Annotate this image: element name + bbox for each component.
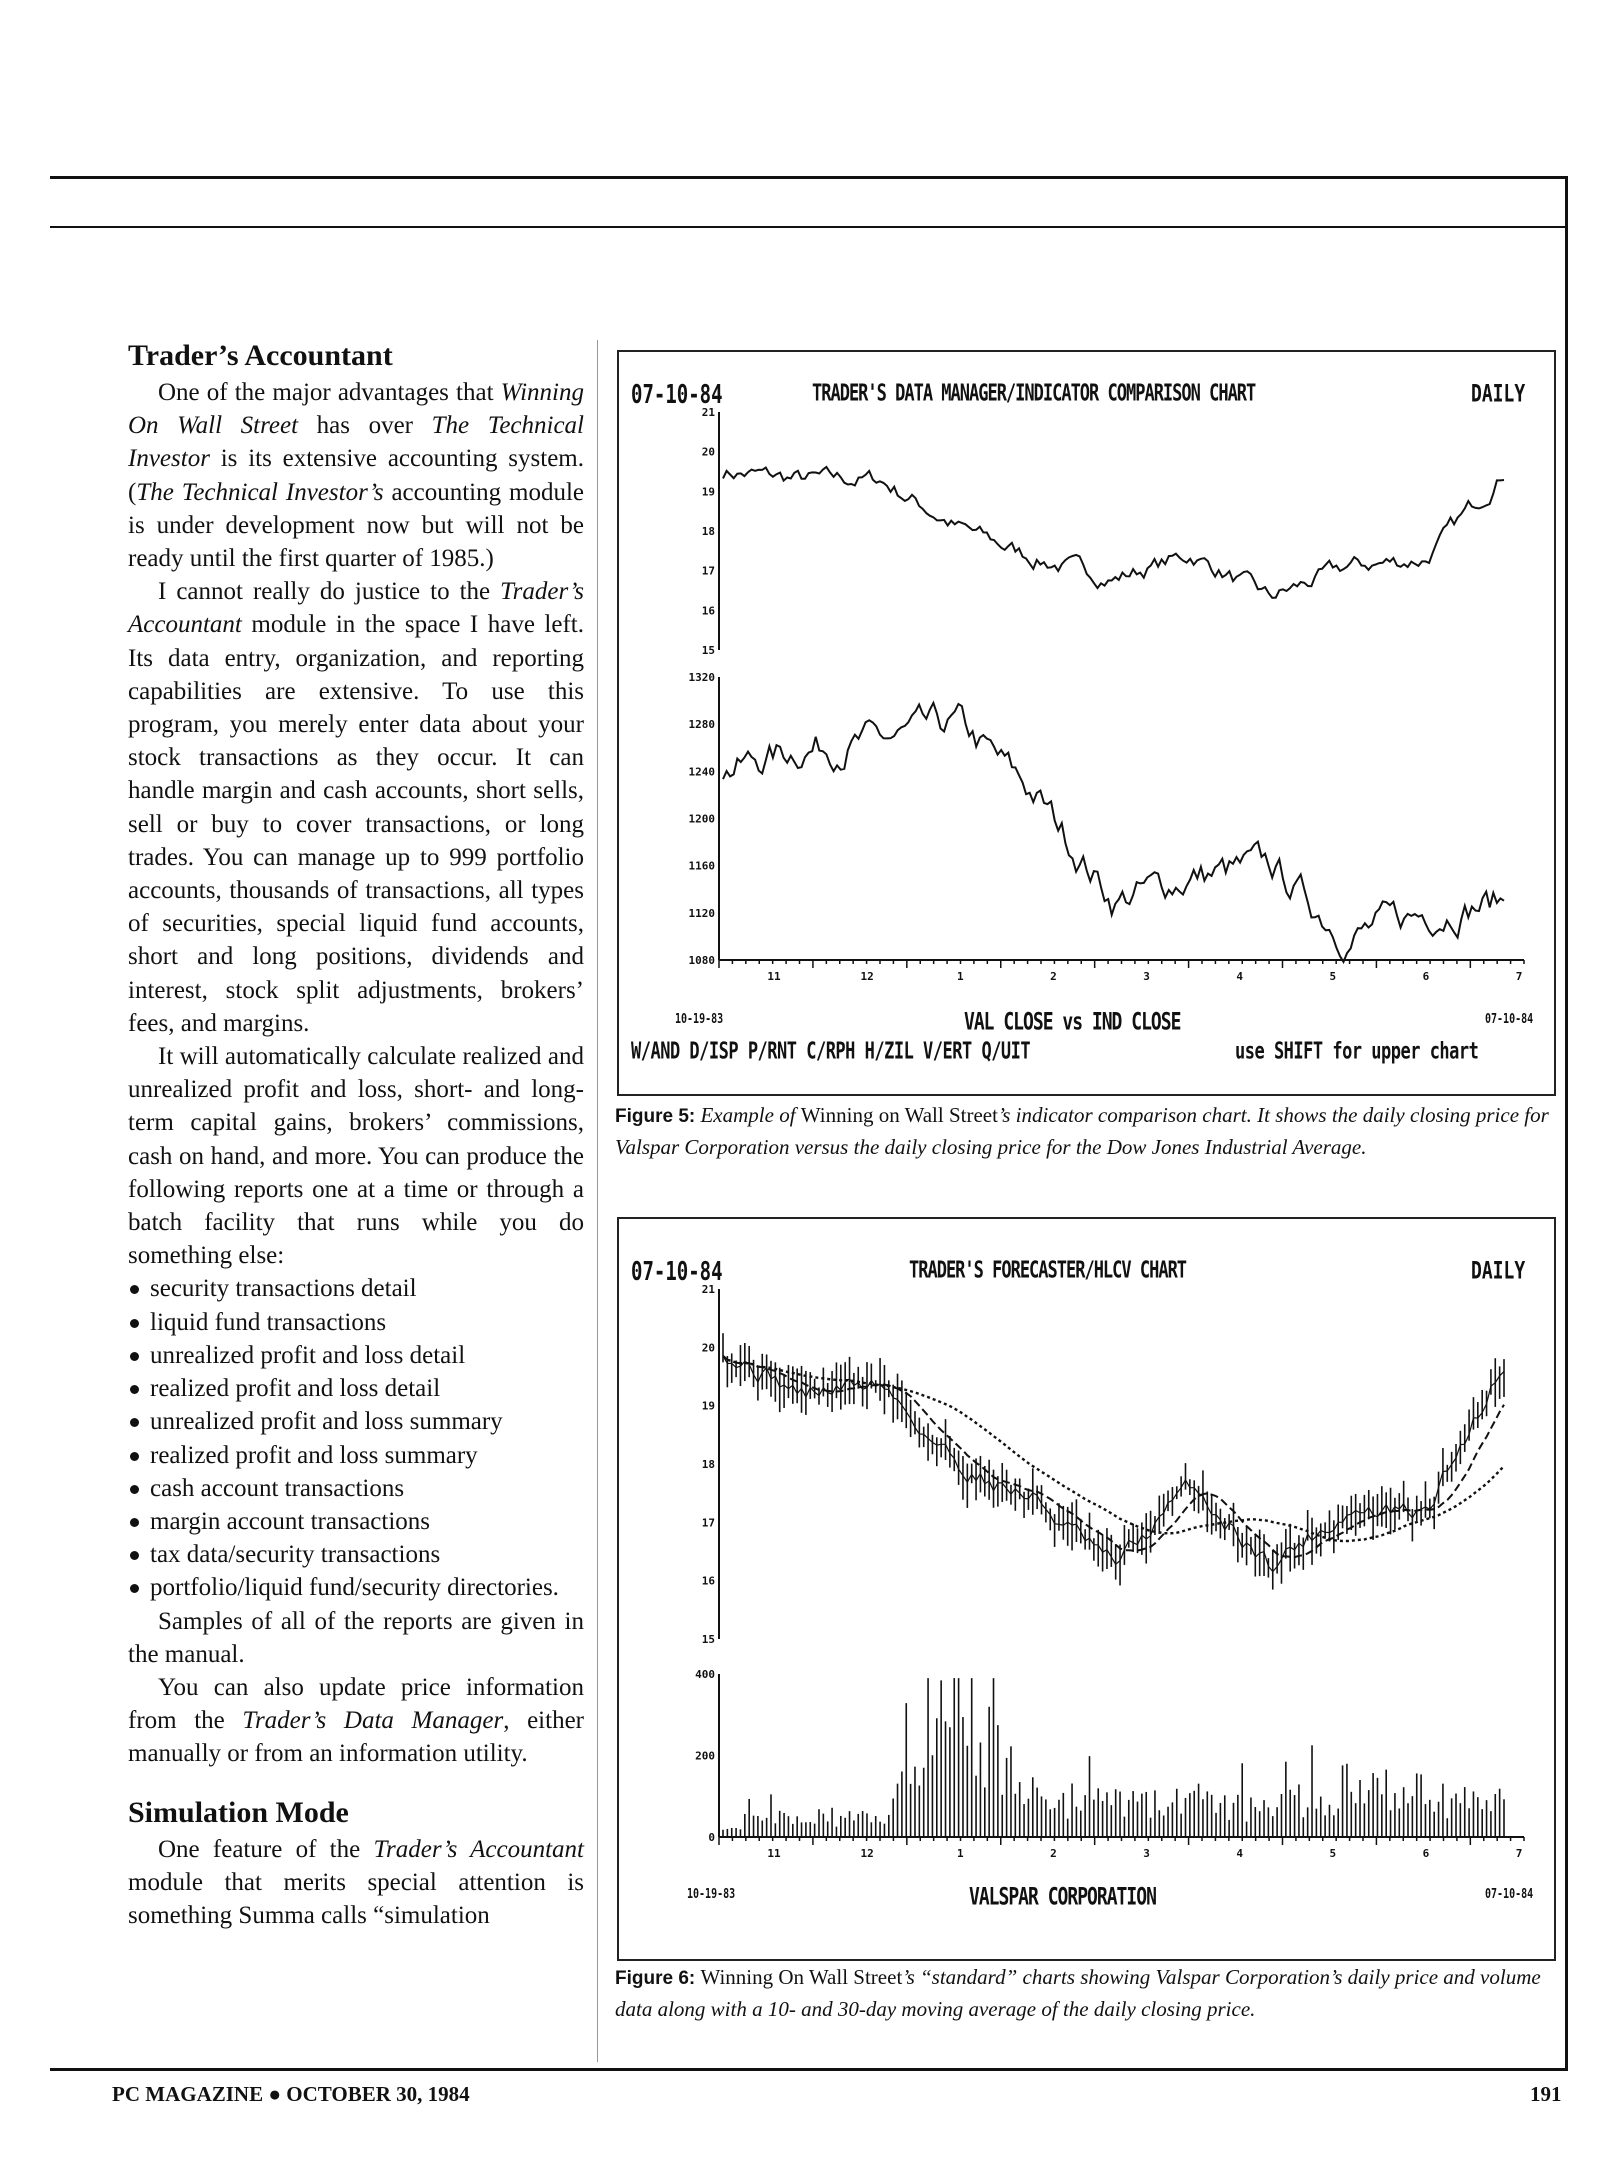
figure5-upper-tick-label: 16	[701, 604, 715, 618]
figure5-upper-tick-label: 20	[701, 445, 715, 459]
figure6-date: 07-10-84	[631, 1257, 723, 1287]
top-rule-2	[50, 226, 1568, 228]
text-run: has over	[298, 412, 432, 440]
footer-publication: PC MAGAZINE ● OCTOBER 30, 1984	[112, 2082, 470, 2106]
figure6-center-label: VALSPAR CORPORATION	[969, 1883, 1156, 1912]
figure6-x-tick-label: 4	[1236, 1847, 1243, 1860]
figure6-x-tick-label: 12	[860, 1847, 874, 1860]
text-run: is its extensive accounting system. (	[128, 445, 584, 506]
figure5-period: DAILY	[1471, 380, 1526, 409]
figure5-caption-label: Figure 5:	[615, 1106, 696, 1127]
figure6-caption-text	[615, 1965, 1541, 2021]
figure5-lower-tick-label: 1280	[688, 718, 715, 732]
list-item: cash account transactions	[128, 1472, 584, 1505]
paragraph-4: Samples of all of the reports are given in the manual.	[128, 1607, 584, 1668]
figure5-x-tick-label: 5	[1329, 970, 1337, 983]
figure5-x-tick-label: 12	[860, 970, 874, 983]
figure6-x-tick-label: 6	[1422, 1847, 1430, 1860]
list-item: security transactions detail	[128, 1272, 584, 1305]
figure6-x-tick-label: 3	[1143, 1847, 1150, 1860]
figure6-caption-label: Figure 6:	[615, 1968, 696, 1989]
figure6-start-date: 10-19-83	[687, 1887, 736, 1902]
figure6-price-tick-label: 17	[701, 1516, 715, 1530]
figure6-caption	[615, 1962, 1555, 2024]
figure6-price-tick-label: 16	[701, 1574, 715, 1588]
figure5-date: 07-10-84	[631, 380, 723, 410]
figure5-title: TRADER'S DATA MANAGER/INDICATOR COMPARISON CHART	[812, 380, 1256, 407]
paragraph-6	[128, 1833, 584, 1933]
figure5-screen	[617, 350, 1556, 1096]
text-run: Trader’s Accountant	[373, 1835, 584, 1863]
figure5-ind-close-line	[723, 703, 1504, 962]
text-run: The Technical Investor	[128, 412, 584, 473]
paragraph-2	[128, 575, 584, 1040]
list-item: unrealized profit and loss summary	[128, 1405, 584, 1438]
article-column	[128, 338, 584, 1932]
figure6-period: DAILY	[1471, 1257, 1526, 1286]
list-item: liquid fund transactions	[128, 1306, 584, 1339]
figure6-x-tick-label: 1	[956, 1847, 964, 1860]
figure5-upper-tick-label: 19	[701, 485, 715, 499]
figure5-x-tick-label: 6	[1422, 970, 1430, 983]
figure6-price-tick-label: 15	[701, 1633, 715, 1646]
list-item: realized profit and loss detail	[128, 1372, 584, 1405]
figure6-price-tick-label: 19	[701, 1399, 715, 1413]
text-run: One feature of the	[158, 1835, 374, 1863]
figure5-caption-text	[615, 1103, 1549, 1159]
text-run: Winning On Wall Street	[700, 1965, 903, 1989]
figure5-val-close-line	[723, 467, 1504, 598]
figure6-x-tick-label: 11	[767, 1847, 781, 1860]
figure5-x-tick-label: 11	[767, 970, 781, 983]
text-run: accounting module is under development now but will not be ready until the first quarter of 1985.)	[128, 478, 584, 573]
text-run: Winning On Wall Street	[128, 379, 584, 440]
figure5-lower-tick-label: 1120	[688, 906, 715, 920]
text-run: ’s “standard” charts showing Valspar Corporation’s daily price and volume data along with a 10- and 30-day moving average of the daily closing price.	[615, 1965, 1541, 2021]
paragraph-3: It will automatically calculate realized and unrealized profit and loss, short- and long-term capital gains, brokers’ commissions, cash on hand, and more. You can produce the following reports one at a time or through a batch facility that runs while you do something else:	[128, 1043, 584, 1270]
list-item: margin account transactions	[128, 1505, 584, 1538]
top-rule-1	[50, 176, 1568, 179]
list-item: tax data/security transactions	[128, 1538, 584, 1571]
figure5-hint: use SHIFT for upper chart	[1235, 1038, 1479, 1065]
text-run: , either manually or from an information utility.	[128, 1707, 584, 1768]
text-run: module that merits special attention is something Summa calls “simulation	[128, 1868, 584, 1929]
column-divider	[597, 340, 598, 2062]
text-run: module in the space I have left. Its data entry, organization, and reporting capabilities are extensive. To use this program, you merely enter data about your stock transactions as they occur. It can handle margin and cash accounts, short sells, sell or buy to cover transactions, or long trades. You can manage up to 999 portfolio accounts, thousands of transactions, all types of securities, special liquid fund accounts, short and long positions, dividends and interest, stock split adjustments, brokers’ fees, and margins.	[128, 611, 584, 1037]
report-list	[128, 1272, 584, 1604]
figure6-chart	[619, 1219, 1554, 1959]
text-run: One of the major advantages that	[158, 379, 501, 406]
figure5-center-label: VAL CLOSE vs IND CLOSE	[964, 1008, 1181, 1037]
figure5-x-tick-label: 1	[956, 970, 964, 983]
text-run: Trader’s Data Manager	[242, 1707, 504, 1735]
figure5-x-tick-label: 2	[1050, 970, 1057, 983]
figure6-price-tick-label: 21	[701, 1283, 715, 1296]
figure6-title: TRADER'S FORECASTER/HLCV CHART	[909, 1257, 1187, 1284]
figure5-upper-tick-label: 17	[701, 564, 715, 578]
figure5-upper-tick-label: 18	[701, 525, 715, 538]
figure6-price-tick-label: 18	[701, 1458, 715, 1471]
figure5-lower-tick-label: 1320	[688, 671, 715, 684]
figure5-chart	[619, 352, 1554, 1094]
list-item: portfolio/liquid fund/security directories.	[128, 1571, 584, 1604]
section-heading-traders-accountant: Trader’s Accountant	[128, 339, 393, 372]
text-run: I cannot really do justice to the	[158, 578, 501, 606]
figure5-x-tick-label: 4	[1236, 970, 1243, 983]
text-run: Trader’s Accountant	[128, 578, 584, 639]
list-item: realized profit and loss summary	[128, 1439, 584, 1472]
figure5-upper-tick-label: 21	[701, 406, 715, 419]
figure5-lower-tick-label: 1200	[688, 812, 715, 826]
figure6-screen	[617, 1217, 1556, 1961]
paragraph-5	[128, 1671, 584, 1771]
figure6-volume-tick-label: 200	[695, 1749, 715, 1763]
paragraph-1	[128, 376, 584, 575]
figure5-lower-tick-label: 1160	[688, 859, 715, 873]
figure5-caption	[615, 1100, 1555, 1162]
figure6-volume-tick-label: 0	[708, 1831, 715, 1844]
figure6-volume-tick-label: 400	[695, 1668, 715, 1681]
figure6-x-tick-label: 5	[1329, 1847, 1337, 1860]
figure6-end-date: 07-10-84	[1485, 1887, 1534, 1902]
figure6-x-tick-label: 2	[1050, 1847, 1057, 1860]
right-border-rule	[1565, 176, 1568, 2068]
figure5-start-date: 10-19-83	[675, 1012, 724, 1027]
figure5-end-date: 07-10-84	[1485, 1012, 1534, 1027]
footer-page-number: 191	[1530, 2082, 1562, 2106]
figure5-x-tick-label: 7	[1515, 970, 1523, 983]
text-run: Example of	[695, 1103, 801, 1127]
figure6-price-tick-label: 20	[701, 1341, 715, 1355]
section-heading-simulation-mode: Simulation Mode	[128, 1795, 349, 1829]
figure6-x-tick-label: 7	[1515, 1847, 1523, 1860]
figure5-x-tick-label: 3	[1143, 970, 1150, 983]
list-item: unrealized profit and loss detail	[128, 1339, 584, 1372]
text-run: Winning on Wall Street	[800, 1103, 998, 1127]
figure5-lower-tick-label: 1080	[688, 954, 715, 967]
text-run: The Technical Investor’s	[136, 478, 384, 506]
text-run: You can also update price information from the	[128, 1673, 584, 1735]
text-run: ’s indicator comparison chart. It shows the daily closing price for Valspar Corporation versus the daily closing price for the Dow Jones Industrial Average.	[615, 1103, 1549, 1159]
bottom-rule	[50, 2068, 1568, 2071]
figure5-upper-tick-label: 15	[701, 644, 715, 657]
figure5-lower-tick-label: 1240	[688, 765, 715, 779]
figure5-menu: W/AND D/ISP P/RNT C/RPH H/ZIL V/ERT Q/UIT	[631, 1038, 1031, 1065]
